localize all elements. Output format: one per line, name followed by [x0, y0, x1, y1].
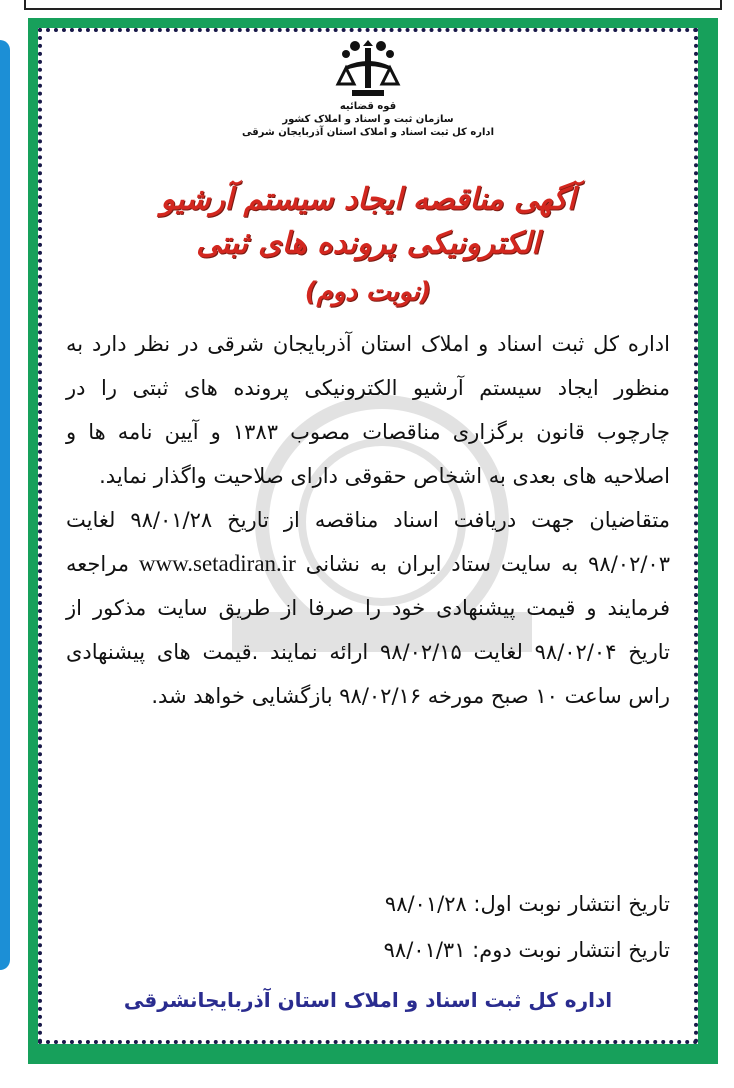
ad-frame — [28, 18, 718, 1064]
header-line-3: اداره کل ثبت اسناد و املاک استان آذربایجان شرقی — [242, 127, 494, 138]
body-paragraph-2-start: متقاضیان جهت دریافت اسناد مناقصه از تاریخ ۹۸/۰۱/۲۸ لغایت ۹۸/۰۲/۰۳ به سایت ستاد ایران به نشانی — [66, 508, 670, 576]
title-line-3: (نوبت دوم) — [304, 277, 432, 307]
footer-issuer: اداره کل ثبت اسناد و املاک استان آذربایجانشرقی — [123, 988, 613, 1012]
top-border-strip — [24, 0, 722, 10]
title-line-2: الکترونیکی پرونده های ثبتی — [196, 226, 540, 261]
left-blue-edge — [0, 40, 10, 970]
body-paragraph-2 — [66, 498, 670, 718]
ad-content — [38, 28, 698, 1044]
second-publication-date: تاریخ انتشار نوبت دوم: ۹۸/۰۱/۳۱ — [383, 938, 670, 962]
body-paragraph-1: اداره کل ثبت اسناد و املاک استان آذربایجان شرقی در نظر دارد به منظور ایجاد سیستم آرشیو الکترونیکی پرونده های ثبتی را در چارچوب قانون برگزاری مناقصات مصوب ۱۳۸۳ و آیین نامه ها و اصلاحیه های بعدی به اشخاص حقوقی دارای صلاحیت واگذار نماید. — [66, 332, 670, 488]
website-link[interactable]: www.setadiran.ir — [138, 551, 296, 576]
header — [42, 38, 694, 139]
judiciary-emblem-icon — [332, 38, 404, 100]
first-publication-date: تاریخ انتشار نوبت اول: ۹۸/۰۱/۲۸ — [384, 892, 670, 916]
body-paragraph-2-end: مراجعه فرمایند و قیمت پیشنهادی خود را صرفا از طریق سایت مذکور از تاریخ ۹۸/۰۲/۰۴ لغایت ۹۸/۰۲/۱۵ ارائه نمایند .قیمت های پیشنهادی راس ساعت ۱۰ صبح مورخه ۹۸/۰۲/۱۶ بازگشایی خواهد شد. — [66, 552, 670, 708]
header-line-1: قوه قضائیه — [339, 101, 397, 112]
title-line-1: آگهی مناقصه ایجاد سیستم آرشیو — [160, 182, 576, 217]
body-text — [66, 322, 670, 718]
header-line-2: سازمان ثبت و اسناد و املاک کشور — [282, 114, 454, 125]
